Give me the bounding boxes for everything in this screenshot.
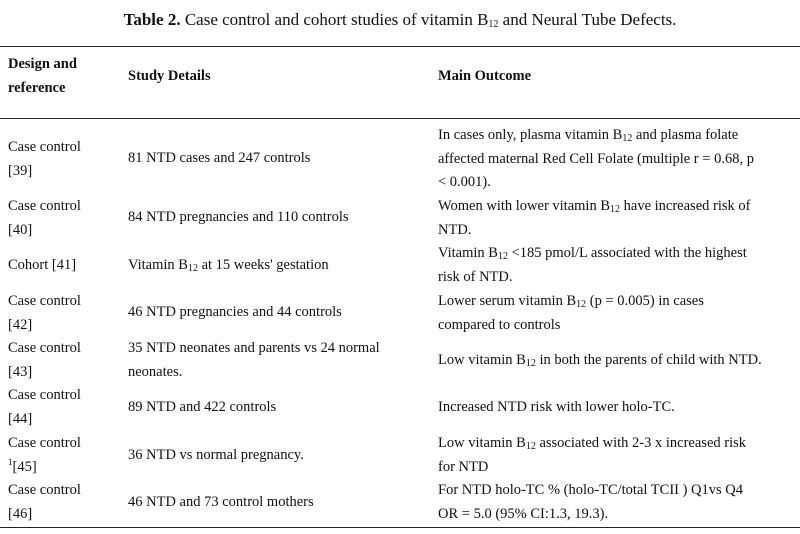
table-row-39-design: Case control [39] (8, 139, 81, 179)
table-row-40-details: 84 NTD pregnancies and 110 controls (128, 209, 349, 225)
table-row-41-outcome: Vitamin $B_{12} <185$ pmol/L associated with the highest risk of NTD. (438, 245, 747, 285)
table-row-42-outcome: Lower serum vitamin $B_{12}$ (p = 0.005) in cases compared to controls (438, 293, 704, 333)
table-row-45-outcome: Low vitamin $B_{12}$ associated with 2-3 x increased risk for NTD (438, 435, 746, 475)
header-design: Design and reference (8, 56, 77, 96)
top-rule (0, 46, 800, 47)
table-row-39-outcome: In cases only, plasma vitamin $B_{12}$ and plasma folate affected maternal Red Cell Folate (multiple r = 0.68, p < 0.001). (438, 127, 754, 190)
table-row-40-outcome: Women with lower vitamin $B_{12}$ have increased risk of NTD. (438, 198, 751, 238)
header-rule (0, 118, 800, 119)
header-outcome: Main Outcome (438, 68, 532, 84)
table-row-42-details: 46 NTD pregnancies and 44 controls (128, 304, 342, 320)
header-study: Study Details (128, 68, 211, 84)
table-caption (0, 10, 800, 30)
table-row-41-details: Vitamin $B_{12}$ at 15 weeks' gestation (128, 257, 329, 274)
table-row-43-design: Case control [43] (8, 340, 81, 380)
table-row-39-details: 81 NTD cases and 247 controls (128, 150, 311, 166)
table-row-41-design: Cohort [41] (8, 257, 77, 273)
table-row-44-design: Case control [44] (8, 387, 81, 427)
table-row-46-outcome: For NTD holo-TC % (holo-TC/total TCII ) Q1vs Q4 OR = 5.0 (95% CI:1.3, 19.3). (438, 482, 744, 522)
caption-subscript: 12 (488, 19, 499, 30)
table-row-45-details: 36 NTD vs normal pregnancy. (128, 447, 304, 463)
table-row-46-details: 46 NTD and 73 control mothers (128, 494, 314, 510)
caption-text-end: and Neural Tube Defects. (502, 10, 677, 29)
bottom-rule (0, 527, 800, 528)
table-label: Table 2. (123, 10, 181, 29)
footnote-marker: 1 (8, 456, 13, 467)
table-row-46-design: Case control [46] (8, 482, 81, 522)
table-row-43-details: 35 NTD neonates and parents vs 24 normal neonates. (128, 340, 380, 380)
table-row-42-design: Case control [42] (8, 293, 81, 333)
caption-text: Case control and cohort studies of vitamin B (184, 10, 489, 29)
table-row-44-outcome: Increased NTD risk with lower holo-TC. (438, 399, 675, 415)
table-row-45-design: Case control $^1$[45] (8, 435, 81, 475)
table-row-40-design: Case control [40] (8, 198, 81, 238)
table-row-43-outcome: Low vitamin $B_{12}$ in both the parents of child with NTD. (438, 352, 762, 369)
table-row-44-details: 89 NTD and 422 controls (128, 399, 277, 415)
